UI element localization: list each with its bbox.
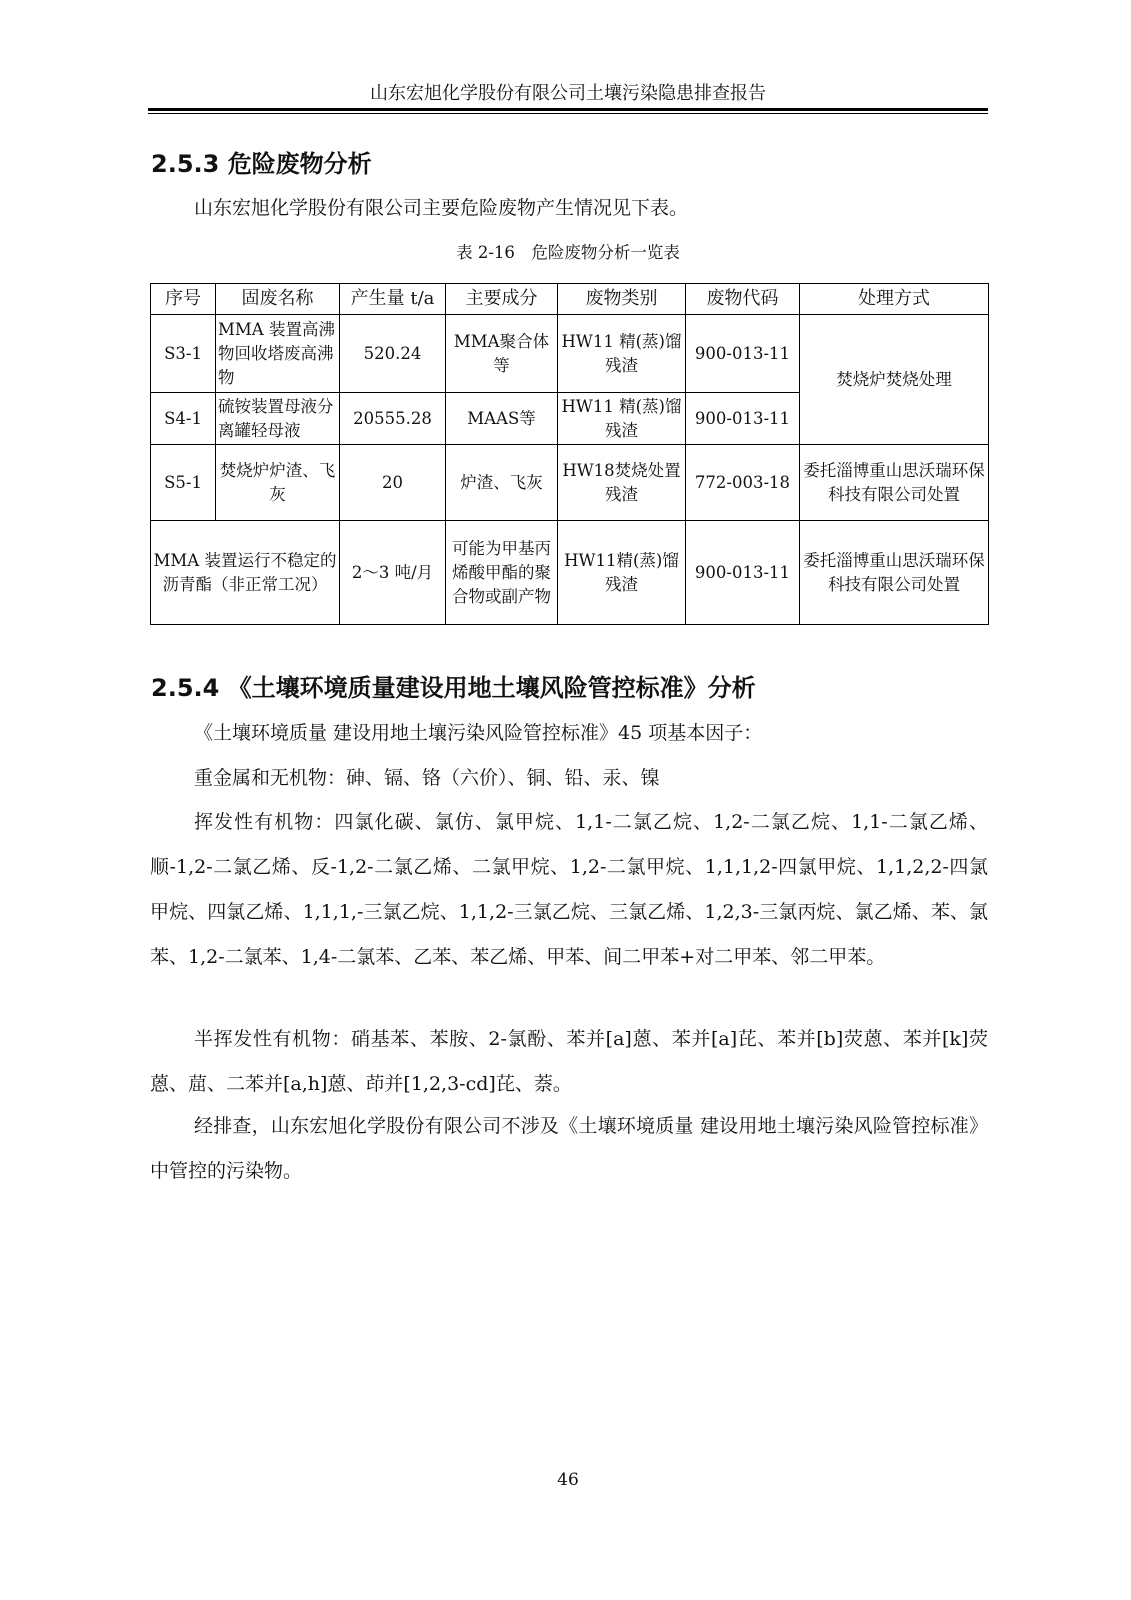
cell-code: 900-013-11	[686, 315, 800, 393]
table-caption: 表 2-16 危险废物分析一览表	[456, 243, 680, 262]
header-cell-component: 主要成分	[446, 284, 558, 315]
running-header: 山东宏旭化学股份有限公司土壤污染隐患排查报告	[370, 83, 766, 104]
cell-category: HW11 精(蒸)馏残渣	[558, 393, 686, 445]
header-cell-code: 废物代码	[686, 284, 800, 315]
cell-code: 900-013-11	[686, 393, 800, 445]
cell-code: 900-013-11	[686, 521, 800, 625]
cell-amount: 20555.28	[340, 393, 446, 445]
cell-name: 焚烧炉炉渣、飞灰	[216, 445, 340, 521]
cell-component: 可能为甲基丙烯酸甲酯的聚合物或副产物	[446, 521, 558, 625]
header-cell-name: 固废名称	[216, 284, 340, 315]
cell-amount: 20	[340, 445, 446, 521]
cell-id: S3-1	[151, 315, 216, 393]
header-cell-amount: 产生量 t/a	[340, 284, 446, 315]
body-paragraph: 《土壤环境质量 建设用地土壤污染风险管控标准》45 项基本因子：	[194, 722, 763, 744]
cell-category: HW11 精(蒸)馏残渣	[558, 315, 686, 393]
body-paragraph: 挥发性有机物：四氯化碳、氯仿、氯甲烷、1,1-二氯乙烷、1,2-二氯乙烷、1,1-二氯乙烯、顺-1,2-二氯乙烯、反-1,2-二氯乙烯、二氯甲烷、1,2-二氯甲烷、1,1,1,2-四氯甲烷、1,1,2,2-四氯甲烷、四氯乙烯、1,1,1,-三氯乙烷、1,1,2-三氯乙烷、三氯乙烯、1,2,3-三氯丙烷、氯乙烯、苯、氯苯、1,2-二氯苯、1,4-二氯苯、乙苯、苯乙烯、甲苯、间二甲苯+对二甲苯、邻二甲苯。	[150, 811, 988, 968]
cell-category: HW11精(蒸)馏残渣	[558, 521, 686, 625]
cell-id: S4-1	[151, 393, 216, 445]
cell-name: 硫铵装置母液分离罐轻母液	[216, 393, 340, 445]
cell-category: HW18焚烧处置残渣	[558, 445, 686, 521]
page-number: 46	[557, 1470, 579, 1490]
table-row	[151, 521, 989, 625]
cell-treatment: 焚烧炉焚烧处理	[800, 315, 989, 445]
header-rule-thin	[148, 113, 988, 114]
cell-id: S5-1	[151, 445, 216, 521]
table-header-row	[151, 284, 989, 315]
body-paragraph: 半挥发性有机物：硝基苯、苯胺、2-氯酚、苯并[a]蒽、苯并[a]芘、苯并[b]荧蒽、苯并[k]荧蒽、䓛、二苯并[a,h]蒽、茚并[1,2,3-cd]芘、萘。	[150, 1028, 988, 1095]
cell-code: 772-003-18	[686, 445, 800, 521]
cell-component: MAAS等	[446, 393, 558, 445]
section-heading-2-5-4: 2.5.4 《土壤环境质量建设用地土壤风险管控标准》分析	[151, 674, 756, 702]
body-paragraph: 重金属和无机物：砷、镉、铬（六价）、铜、铅、汞、镍	[194, 767, 660, 789]
hazardous-waste-table	[150, 283, 989, 625]
cell-name: MMA 装置运行不稳定的沥青酯（非正常工况）	[151, 521, 340, 625]
cell-name: MMA 装置高沸物回收塔废高沸物	[216, 315, 340, 393]
table-row	[151, 445, 989, 521]
intro-paragraph: 山东宏旭化学股份有限公司主要危险废物产生情况见下表。	[194, 197, 689, 219]
cell-treatment: 委托淄博重山思沃瑞环保科技有限公司处置	[800, 521, 989, 625]
cell-amount: 520.24	[340, 315, 446, 393]
cell-amount: 2～3 吨/月	[340, 521, 446, 625]
cell-component: MMA聚合体等	[446, 315, 558, 393]
header-rule-thick	[148, 108, 988, 111]
table-row	[151, 315, 989, 393]
header-cell-id: 序号	[151, 284, 216, 315]
body-paragraph: 经排查，山东宏旭化学股份有限公司不涉及《土壤环境质量 建设用地土壤污染风险管控标准》中管控的污染物。	[150, 1115, 988, 1182]
header-cell-category: 废物类别	[558, 284, 686, 315]
cell-treatment: 委托淄博重山思沃瑞环保科技有限公司处置	[800, 445, 989, 521]
section-heading-2-5-3: 2.5.3 危险废物分析	[151, 150, 372, 178]
header-cell-treatment: 处理方式	[800, 284, 989, 315]
cell-component: 炉渣、飞灰	[446, 445, 558, 521]
